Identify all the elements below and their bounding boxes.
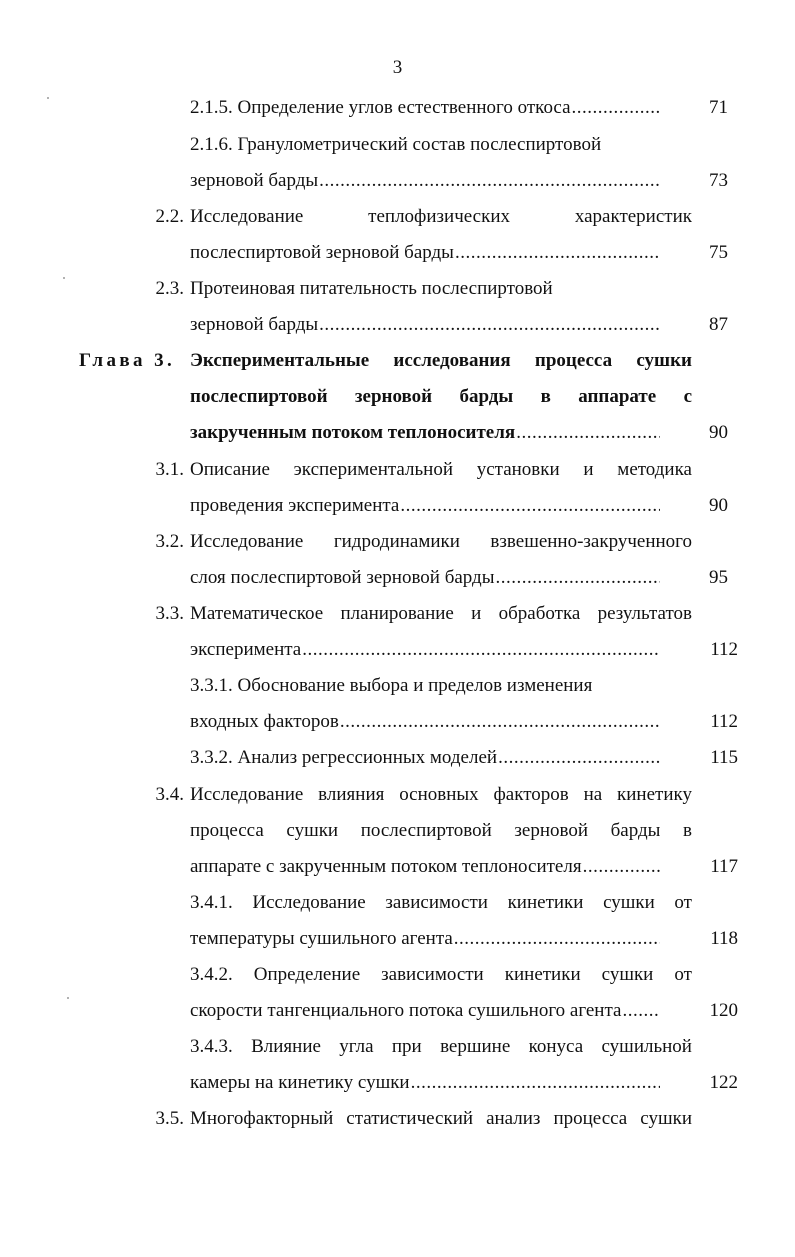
word: сушки — [286, 820, 339, 841]
toc-entry-2-1-5 — [190, 93, 728, 123]
section-number: 3.3. — [155, 603, 184, 624]
section-number: 2.2. — [155, 206, 184, 227]
word: 3.4.3. — [190, 1036, 233, 1057]
dot-leader — [319, 310, 660, 340]
word: планирование — [340, 603, 454, 624]
word: основных — [399, 784, 479, 805]
word: обработка — [498, 603, 581, 624]
toc-entry-3-4-3-line1 — [190, 1032, 692, 1062]
dot-leader — [411, 1068, 660, 1098]
scan-speck — [63, 277, 65, 279]
toc-entry-3-4-line1 — [190, 780, 692, 810]
toc-entry-title-cont: температуры сушильного агента — [190, 928, 453, 949]
toc-page-number: 71 — [709, 97, 728, 118]
toc-page-number: 115 — [710, 747, 738, 768]
word: анализ — [486, 1108, 541, 1129]
dot-leader — [454, 924, 660, 954]
toc-page-number: 75 — [709, 242, 728, 263]
toc-entry-3-3-1-line1 — [190, 671, 738, 701]
toc-page-number: 117 — [710, 856, 738, 877]
word: конуса — [528, 1036, 584, 1057]
toc-entry-3-5-line1 — [190, 1104, 692, 1134]
chapter-label: Глава 3. — [79, 350, 176, 371]
toc-entry-title-cont: послеспиртовой зерновой барды — [190, 242, 454, 263]
toc-page-number: 90 — [709, 422, 728, 443]
toc-entry-title-cont: слоя послеспиртовой зерновой барды — [190, 567, 495, 588]
word: зерновой — [514, 820, 588, 841]
word: Математическое — [190, 603, 324, 624]
word: угла — [339, 1036, 374, 1057]
dot-leader — [622, 996, 660, 1026]
word: Многофакторный — [190, 1108, 334, 1129]
word: в — [540, 386, 551, 407]
toc-page-number: 112 — [710, 639, 738, 660]
toc-entry-title-cont: зерновой барды — [190, 170, 319, 191]
toc-entry-title: 3.3.2. Анализ регрессионных моделей — [190, 747, 498, 768]
word: 3.4.2. — [190, 964, 233, 985]
toc-entry-title: 3.3.1. Обоснование выбора и пределов изменения — [190, 675, 593, 696]
toc-entry-2-3-line2 — [190, 310, 728, 340]
word: влияния — [318, 784, 385, 805]
toc-entry-2-2-line2 — [190, 238, 728, 268]
word: процесса — [190, 820, 264, 841]
word: сушки — [640, 1108, 692, 1129]
toc-page-number: 120 — [709, 1000, 738, 1021]
word: статистический — [346, 1108, 474, 1129]
word: сушки — [603, 892, 655, 913]
toc-page-number: 95 — [709, 567, 728, 588]
word: Определение — [253, 964, 361, 985]
toc-entry-3-1-line2 — [190, 491, 728, 521]
word: с — [683, 386, 692, 407]
word: сушки — [636, 350, 692, 371]
toc-entry-2-2-line1 — [190, 202, 692, 232]
word: результатов — [597, 603, 692, 624]
toc-page-number: 90 — [709, 495, 728, 516]
word: зависимости — [385, 892, 488, 913]
word: гидродинамики — [333, 531, 460, 552]
toc-entry-title-cont: камеры на кинетику сушки — [190, 1072, 410, 1093]
word: сушки — [601, 964, 654, 985]
toc-entry-3-2-line2 — [190, 563, 728, 593]
toc-entry-3-4-3-line2 — [190, 1068, 738, 1098]
word: Исследование — [190, 784, 304, 805]
toc-entry-3-4-2-line2 — [190, 996, 738, 1026]
word: кинетики — [504, 964, 581, 985]
word: установки — [476, 459, 560, 480]
dot-leader — [498, 743, 660, 773]
dot-leader — [572, 93, 660, 123]
toc-entry-3-2-line1 — [190, 527, 692, 557]
word: Исследование — [190, 206, 304, 227]
toc-entry-3-3-line2 — [190, 635, 738, 665]
word: 3.4.1. — [190, 892, 233, 913]
word: и — [471, 603, 482, 624]
toc-page-number: 73 — [709, 170, 728, 191]
word: сушильной — [601, 1036, 692, 1057]
toc-page-number: 118 — [710, 928, 738, 949]
dot-leader — [302, 635, 660, 665]
word: от — [674, 964, 692, 985]
chapter-title-cont: закрученным потоком теплоносителя — [190, 422, 516, 443]
chapter-title-line2 — [190, 382, 692, 412]
section-number: 3.2. — [155, 531, 184, 552]
scan-speck — [67, 997, 69, 999]
toc-entry-3-4-line2 — [190, 816, 692, 846]
word: Влияние — [251, 1036, 321, 1057]
chapter-title-line3 — [190, 418, 728, 448]
page-number: 3 — [392, 57, 403, 78]
word: кинетику — [617, 784, 692, 805]
word: в — [683, 820, 692, 841]
word: и — [583, 459, 594, 480]
word: зерновой — [354, 386, 433, 407]
word: послеспиртовой — [360, 820, 492, 841]
word: процесса — [553, 1108, 628, 1129]
toc-entry-title: 2.1.5. Определение углов естественного откоса — [190, 97, 571, 118]
toc-page-number: 87 — [709, 314, 728, 335]
scan-speck — [47, 97, 49, 99]
word: факторов — [493, 784, 569, 805]
toc-entry-title-cont: проведения эксперимента — [190, 495, 400, 516]
toc-entry-title-cont: аппарате с закрученным потоком теплоносителя — [190, 856, 582, 877]
toc-entry-3-4-1-line2 — [190, 924, 738, 954]
word: исследования — [393, 350, 511, 371]
toc-entry-3-3-line1 — [190, 599, 692, 629]
word: вершине — [440, 1036, 511, 1057]
word: на — [583, 784, 603, 805]
word: процесса — [534, 350, 613, 371]
dot-leader — [400, 491, 660, 521]
word: послеспиртовой — [190, 386, 328, 407]
dot-leader — [455, 238, 660, 268]
section-number: 2.3. — [155, 278, 184, 299]
word: взвешенно-закрученного — [490, 531, 692, 552]
word: барды — [459, 386, 514, 407]
toc-page-number: 112 — [710, 711, 738, 732]
dot-leader — [340, 707, 660, 737]
word: теплофизических — [368, 206, 511, 227]
toc-page-number: 122 — [709, 1072, 738, 1093]
word: характеристик — [574, 206, 692, 227]
chapter-title-line1 — [190, 346, 692, 376]
word: аппарате — [578, 386, 657, 407]
section-number: 3.1. — [155, 459, 184, 480]
toc-entry-3-4-2-line1 — [190, 960, 692, 990]
toc-entry-title: 2.1.6. Гранулометрический состав послеспиртовой — [190, 134, 602, 155]
word: кинетики — [507, 892, 584, 913]
toc-entry-title: Протеиновая питательность послеспиртовой — [190, 278, 553, 299]
toc-entry-3-4-1-line1 — [190, 888, 692, 918]
section-number: 3.5. — [155, 1108, 184, 1129]
toc-entry-title-cont: скорости тангенциального потока сушильного агента — [190, 1000, 622, 1021]
dot-leader — [319, 166, 660, 196]
toc-entry-title-cont: зерновой барды — [190, 314, 319, 335]
dot-leader — [495, 563, 660, 593]
toc-entry-2-1-6-line1 — [190, 130, 728, 160]
dot-leader — [516, 418, 660, 448]
toc-entry-title-cont: входных факторов — [190, 711, 339, 732]
word: Исследование — [190, 531, 304, 552]
toc-entry-3-3-2 — [190, 743, 738, 773]
toc-entry-2-3-line1 — [190, 274, 728, 304]
word: от — [674, 892, 692, 913]
dot-leader — [583, 852, 660, 882]
toc-entry-2-1-6-line2 — [190, 166, 728, 196]
word: Описание — [190, 459, 270, 480]
word: при — [391, 1036, 422, 1057]
word: экспериментальной — [293, 459, 454, 480]
word: Исследование — [252, 892, 366, 913]
word: барды — [610, 820, 661, 841]
word: зависимости — [381, 964, 484, 985]
toc-entry-title-cont: эксперимента — [190, 639, 302, 660]
toc-entry-3-3-1-line2 — [190, 707, 738, 737]
toc-entry-3-1-line1 — [190, 455, 692, 485]
word: методика — [617, 459, 692, 480]
word: Экспериментальные — [190, 350, 370, 371]
toc-entry-3-4-line3 — [190, 852, 738, 882]
section-number: 3.4. — [155, 784, 184, 805]
